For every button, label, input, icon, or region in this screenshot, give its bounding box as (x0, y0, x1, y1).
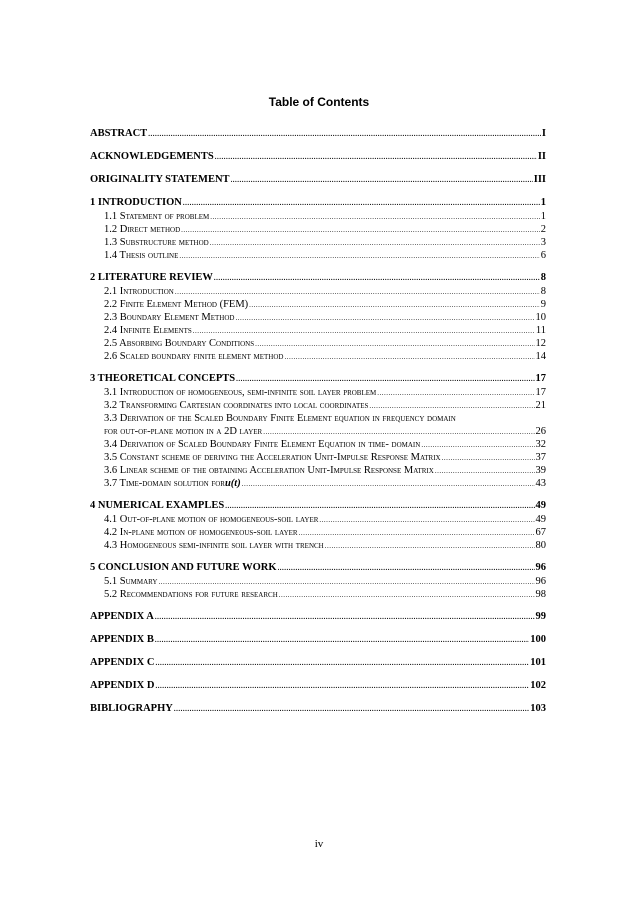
toc-entry-page: 3 (540, 237, 546, 248)
dot-leader (175, 289, 540, 296)
dot-leader (155, 683, 529, 690)
toc-entry-label: APPENDIX B (90, 634, 154, 645)
toc-group (90, 195, 546, 262)
dot-leader (148, 131, 541, 138)
toc-section[interactable] (90, 249, 546, 262)
toc-section[interactable] (90, 324, 546, 337)
toc-section[interactable] (90, 298, 546, 311)
toc-section[interactable] (90, 236, 546, 249)
dot-leader (210, 214, 540, 221)
table-of-contents (90, 126, 546, 716)
dot-leader (369, 403, 534, 410)
toc-entry[interactable] (90, 126, 546, 141)
toc-group (90, 678, 546, 693)
toc-entry-page: 67 (535, 527, 546, 538)
toc-entry-page: 10 (535, 312, 546, 323)
toc-entry[interactable] (90, 609, 546, 624)
toc-chapter[interactable] (90, 270, 546, 285)
toc-entry-page: III (533, 174, 546, 185)
toc-entry-page: 80 (535, 540, 546, 551)
toc-section[interactable] (90, 399, 546, 412)
toc-entry-page: 8 (540, 272, 546, 283)
toc-entry[interactable] (90, 678, 546, 693)
toc-entry-page: 1 (540, 197, 546, 208)
toc-section[interactable] (90, 223, 546, 236)
toc-group (90, 560, 546, 601)
toc-chapter[interactable] (90, 498, 546, 513)
toc-entry-page: 14 (535, 351, 546, 362)
toc-entry[interactable] (90, 632, 546, 647)
toc-entry-label: 4.3 Homogeneous semi-infinite soil layer with trench (104, 540, 324, 551)
dot-leader (155, 614, 535, 621)
toc-entry-label: BIBLIOGRAPHY (90, 703, 173, 714)
toc-group (90, 655, 546, 670)
toc-entry-page: 37 (535, 452, 546, 463)
toc-entry[interactable] (90, 655, 546, 670)
toc-entry-label: 5.1 Summary (104, 576, 158, 587)
toc-entry-label: 4 NUMERICAL EXAMPLES (90, 500, 225, 511)
dot-leader (214, 275, 540, 282)
toc-entry-page: 8 (540, 286, 546, 297)
toc-entry-label: ABSTRACT (90, 128, 148, 139)
toc-entry-label: 3.2 Transforming Cartesian coordinates into local coordinates (104, 400, 369, 411)
toc-group (90, 371, 546, 490)
toc-entry-label: ACKNOWLEDGEMENTS (90, 151, 214, 162)
dot-leader (279, 592, 535, 599)
toc-entry-label: APPENDIX D (90, 680, 155, 691)
toc-entry-label: 5 CONCLUSION AND FUTURE WORK (90, 562, 277, 573)
toc-entry-label: 1.3 Substructure method (104, 237, 209, 248)
page-title: Table of Contents (268, 95, 370, 109)
toc-group (90, 701, 546, 716)
math-expression: u(t) (224, 478, 241, 489)
toc-entry-page: 9 (540, 299, 546, 310)
toc-section[interactable] (90, 210, 546, 223)
dot-leader (231, 177, 533, 184)
toc-entry-label: 3.6 Linear scheme of the obtaining Acceleration Unit-Impulse Response Matrix (104, 465, 434, 476)
toc-section[interactable] (90, 513, 546, 526)
toc-section[interactable] (90, 311, 546, 324)
toc-entry-label: 1.1 Statement of problem (104, 211, 210, 222)
dot-leader (263, 429, 534, 436)
dot-leader (159, 579, 535, 586)
toc-chapter[interactable] (90, 371, 546, 386)
toc-section[interactable] (90, 337, 546, 350)
toc-entry-page: 101 (530, 657, 546, 668)
dot-leader (181, 227, 540, 234)
toc-group (90, 172, 546, 187)
dot-leader (249, 302, 540, 309)
toc-entry-label: 2.4 Infinite Elements (104, 325, 192, 336)
toc-entry-page: 99 (535, 611, 546, 622)
dot-leader (435, 468, 535, 475)
dot-leader (179, 253, 539, 260)
toc-entry-page: 26 (535, 426, 546, 437)
toc-entry-label: 3 THEORETICAL CONCEPTS (90, 373, 236, 384)
toc-entry-label: 2.3 Boundary Element Method (104, 312, 235, 323)
toc-group (90, 126, 546, 141)
toc-section[interactable] (90, 350, 546, 363)
dot-leader (442, 455, 535, 462)
toc-group (90, 609, 546, 624)
dot-leader (210, 240, 540, 247)
toc-entry-label: 4.1 Out-of-plane motion of homogeneous-soil layer (104, 514, 319, 525)
toc-entry-label: 1 INTRODUCTION (90, 197, 182, 208)
toc-entry[interactable] (90, 172, 546, 187)
toc-entry-page: 6 (540, 250, 546, 261)
toc-entry-label: 3.5 Constant scheme of deriving the Acceleration Unit-Impulse Response Matrix (104, 452, 441, 463)
toc-group (90, 270, 546, 363)
toc-entry-page: 49 (535, 500, 546, 511)
toc-entry-page: 103 (530, 703, 546, 714)
toc-chapter[interactable] (90, 195, 546, 210)
page-number: iv (314, 838, 324, 850)
toc-section[interactable] (90, 464, 546, 477)
toc-entry-page: 11 (535, 325, 546, 336)
toc-section[interactable] (90, 526, 546, 539)
dot-leader (235, 315, 534, 322)
toc-entry-label: 1.2 Direct method (104, 224, 181, 235)
dot-leader (236, 376, 534, 383)
toc-section[interactable] (90, 539, 546, 552)
dot-leader (377, 390, 534, 397)
toc-entry-label: 5.2 Recommendations for future research (104, 589, 278, 600)
dot-leader (242, 481, 535, 488)
dot-leader (319, 517, 534, 524)
toc-entry-label: 3.4 Derivation of Scaled Boundary Finite Element Equation in time- domain (104, 439, 421, 450)
toc-group (90, 149, 546, 164)
dot-leader (421, 442, 534, 449)
dot-leader (325, 543, 535, 550)
toc-section[interactable] (90, 438, 546, 451)
dot-leader (299, 530, 535, 537)
dot-leader (284, 354, 534, 361)
toc-entry-page: 17 (535, 387, 546, 398)
toc-entry-page: 100 (530, 634, 546, 645)
toc-entry-page: 96 (535, 562, 546, 573)
toc-entry-label: 2.6 Scaled boundary finite element method (104, 351, 284, 362)
toc-group (90, 632, 546, 647)
toc-entry-page: 96 (535, 576, 546, 587)
toc-section[interactable] (90, 575, 546, 588)
toc-entry-label: 2.1 Introduction (104, 286, 174, 297)
toc-entry-label: 2.5 Absorbing Boundary Conditions (104, 338, 255, 349)
dot-leader (215, 154, 537, 161)
toc-entry-page: 49 (535, 514, 546, 525)
toc-chapter[interactable] (90, 560, 546, 575)
toc-section[interactable] (90, 425, 546, 438)
dot-leader (193, 328, 535, 335)
dot-leader (225, 503, 534, 510)
dot-leader (155, 637, 529, 644)
toc-entry-label: ORIGINALITY STATEMENT (90, 174, 230, 185)
toc-entry-page: 1 (540, 211, 546, 222)
toc-entry[interactable] (90, 701, 546, 716)
toc-section[interactable] (90, 451, 546, 464)
toc-entry-label: 2.2 Finite Element Method (FEM) (104, 299, 249, 310)
dot-leader (174, 706, 529, 713)
toc-entry[interactable] (90, 149, 546, 164)
dot-leader (278, 565, 535, 572)
toc-entry-page: 21 (535, 400, 546, 411)
toc-section[interactable] (90, 285, 546, 298)
toc-entry-page: 102 (530, 680, 546, 691)
toc-entry-page: 32 (535, 439, 546, 450)
toc-entry-page: 2 (540, 224, 546, 235)
toc-entry-page: 17 (535, 373, 546, 384)
toc-entry-label: APPENDIX C (90, 657, 155, 668)
toc-group (90, 498, 546, 552)
toc-entry-page: 39 (535, 465, 546, 476)
dot-leader (155, 660, 529, 667)
toc-section[interactable] (90, 386, 546, 399)
toc-entry-label: 3.7 Time-domain solution for (104, 478, 225, 489)
toc-entry-label: APPENDIX A (90, 611, 154, 622)
toc-section-label-line[interactable]: 3.3 Derivation of the Scaled Boundary Finite Element equation in frequency domain (104, 413, 456, 424)
toc-entry-label: 2 LITERATURE REVIEW (90, 272, 213, 283)
toc-entry-label: 4.2 In-plane motion of homogeneous-soil layer (104, 527, 298, 538)
toc-entry-page: I (541, 128, 546, 139)
toc-section[interactable] (90, 588, 546, 601)
toc-entry-label: 3.1 Introduction of homogeneous, semi-infinite soil layer problem (104, 387, 377, 398)
toc-entry-page: 98 (535, 589, 546, 600)
toc-entry-label: 1.4 Thesis outline (104, 250, 179, 261)
toc-entry-page: 12 (535, 338, 546, 349)
toc-entry-page: 43 (535, 478, 546, 489)
dot-leader (255, 341, 534, 348)
toc-section[interactable] (90, 477, 546, 490)
toc-entry-label: for out-of-plane motion in a 2D layer (104, 426, 263, 437)
toc-entry-page: II (537, 151, 546, 162)
dot-leader (183, 200, 540, 207)
